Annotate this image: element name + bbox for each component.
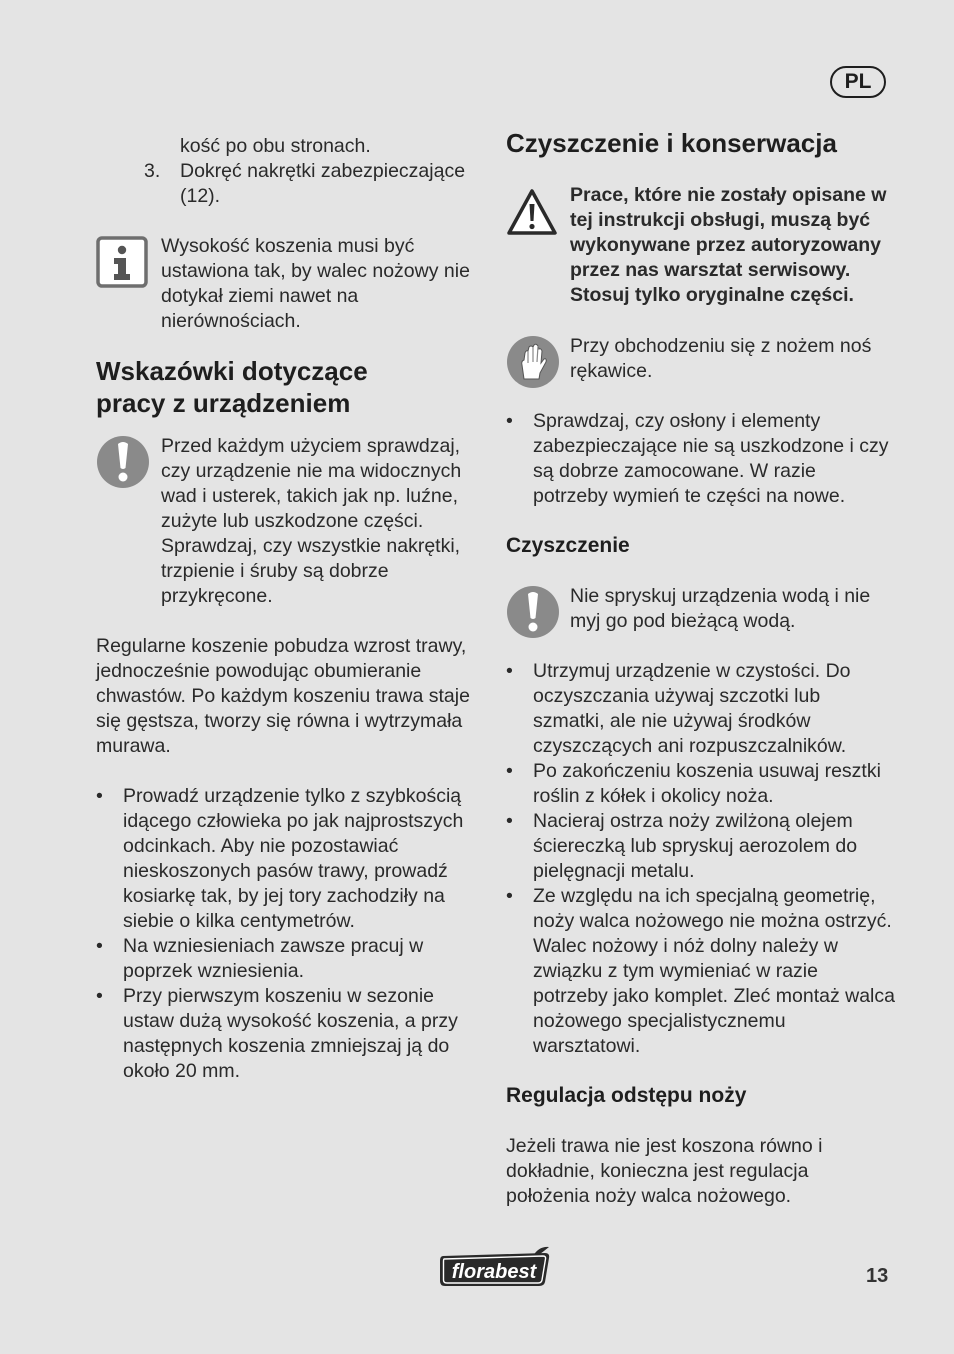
svg-text:florabest: florabest [451, 1261, 537, 1283]
list-item: • Ze względu na ich specjalną geometrię, noży walca nożowego nie można ostrzyć. Walec nożowy i nóż dolny należy w związku z tym wymieniać w razie potrzeby jako komplet. Zleć montaż walca nożowego specjalistycznemu warsztatowi. [506, 884, 896, 1059]
list-item: • Utrzymuj urządzenie w czystości. Do oczyszczania używaj szczotki lub szmatki, ale nie używaj środków czyszczących ani rozpuszczalników. [506, 659, 896, 759]
list-item: • Sprawdzaj, czy osłony i elementy zabezpieczające nie są uszkodzone i czy są dobrze zamocowane. W razie potrzeby wymień te części na nowe. [506, 409, 896, 509]
step-text: Dokręć nakrętki zabezpieczające (12). [180, 160, 466, 207]
glove-icon [506, 335, 560, 389]
language-badge: PL [830, 66, 886, 98]
check-bullet-list [506, 409, 896, 509]
continued-text: kość po obu stronach. [180, 135, 371, 157]
exclamation-icon [506, 585, 560, 639]
info-note: Wysokość koszenia musi być ustawiona tak, by walec nożowy nie dotykał ziemi nawet na nierównościach. [161, 235, 470, 332]
warning-triangle-icon [506, 188, 558, 236]
list-item: • Po zakończeniu koszenia usuwaj resztki roślin z kółek i okolicy noża. [506, 759, 896, 809]
section-heading-cleaning: Czyszczenie i konserwacja [506, 128, 837, 158]
section-heading-line1: Wskazówki dotyczące [96, 356, 368, 386]
section-heading-usage [96, 355, 496, 419]
cleaning-bullet-list [506, 659, 896, 1059]
subheading-cleaning: Czyszczenie [506, 534, 630, 557]
warning-note: Przed każdym użyciem sprawdzaj, czy urządzenie nie ma widocznych wad i usterek, takich jak np. luźne, zużyte lub uszkodzone części. Sprawdzaj, czy wszystkie nakrętki, trzpienie i śruby są dobrze przykręcone. [161, 435, 462, 607]
step-number: 3. [144, 160, 161, 182]
florabest-logo [437, 1244, 553, 1290]
usage-bullet-list [96, 784, 484, 1084]
list-item: • Prowadź urządzenie tylko z szybkością idącego człowieka po jak najprostszych odcinkach. Aby nie pozostawiać nieskoszonych pasów trawy, prowadź kosiarkę tak, by jej tory zachodziły na siebie o kilka centymetrów. [96, 784, 484, 934]
glove-note: Przy obchodzeniu się z nożem noś rękawice. [570, 335, 872, 382]
subheading-blade-adjustment: Regulacja odstępu noży [506, 1084, 747, 1107]
adjustment-paragraph: Jeżeli trawa nie jest koszona równo i dokładnie, konieczna jest regulacja położenia noży walca nożowego. [506, 1135, 823, 1207]
list-item: • Nacieraj ostrza noży zwilżoną olejem ściereczką lub spryskuj aerozolem do pielęgnacji metalu. [506, 809, 896, 884]
list-item: • Przy pierwszym koszeniu w sezonie ustaw dużą wysokość koszenia, a przy następnych koszenia zmniejszaj ją do około 20 mm. [96, 984, 484, 1084]
danger-note: Prace, które nie zostały opisane w tej instrukcji obsługi, muszą być wykonywane przez autoryzowany przez nas warsztat serwisowy. Stosuj tylko oryginalne części. [570, 184, 887, 306]
section-heading-line2: pracy z urządzeniem [96, 388, 351, 418]
exclamation-icon [96, 435, 150, 489]
page-number: 13 [866, 1265, 889, 1287]
mowing-paragraph: Regularne koszenie pobudza wzrost trawy, jednocześnie powodując obumieranie chwastów. Po każdym koszeniu trawa staje się gęstsza, tworzy się równa i wytrzymała murawa. [96, 635, 470, 757]
info-icon [96, 236, 148, 288]
list-item: • Na wzniesieniach zawsze pracuj w poprzek wzniesienia. [96, 934, 484, 984]
water-warning-note: Nie spryskuj urządzenia wodą i nie myj go pod bieżącą wodą. [570, 585, 871, 632]
